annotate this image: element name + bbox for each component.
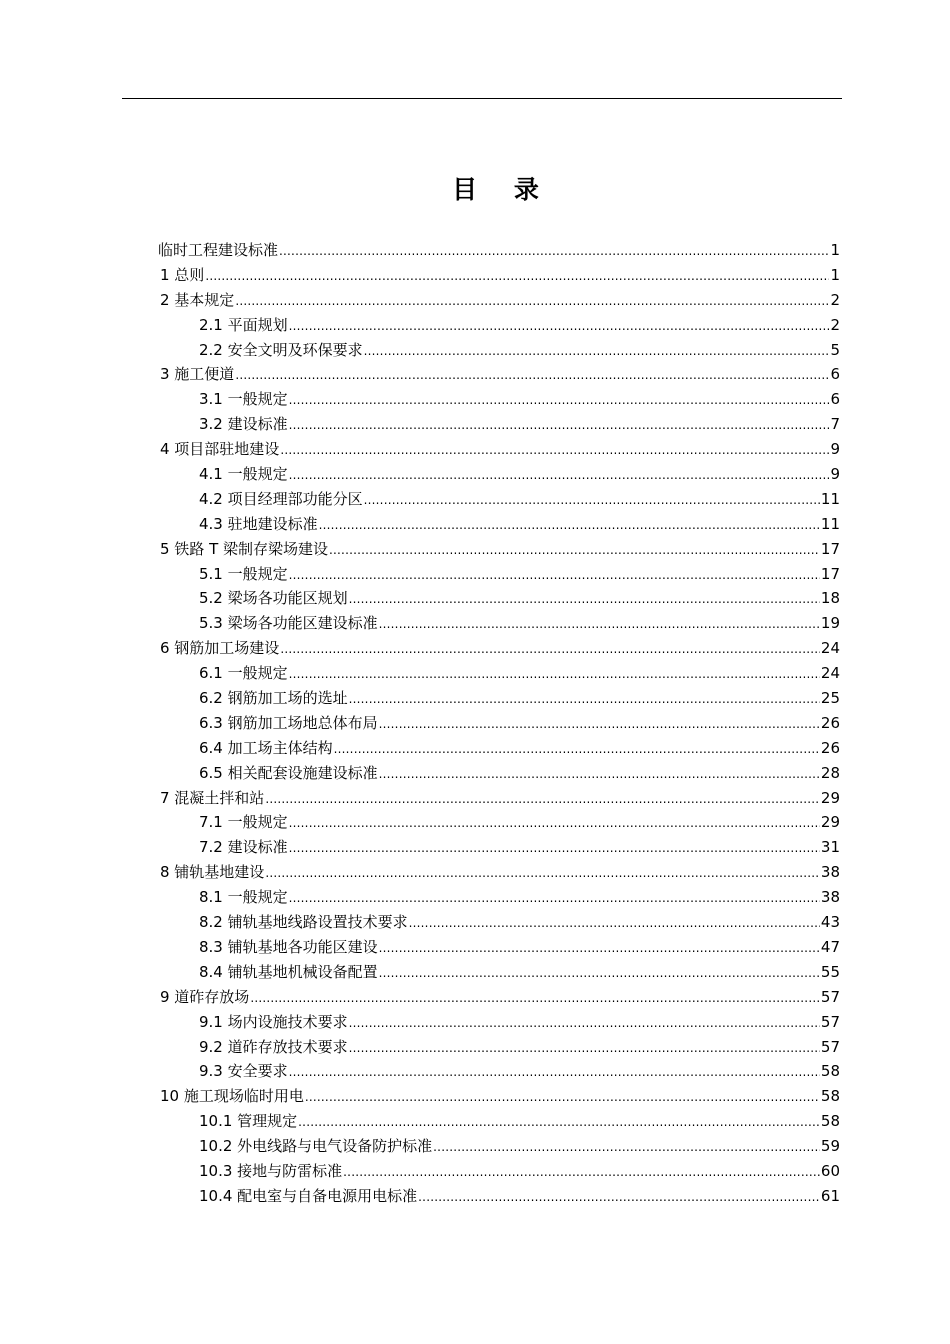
toc-entry-title: 10.2 外电线路与电气设备防护标准 xyxy=(199,1137,433,1156)
toc-dot-leader xyxy=(279,239,829,264)
toc-page-number: 6 xyxy=(830,365,840,384)
toc-dot-leader xyxy=(379,936,820,961)
toc-page-number: 58 xyxy=(820,1062,840,1081)
toc-entry[interactable] xyxy=(158,338,840,363)
toc-dot-leader xyxy=(298,1110,820,1135)
toc-page-number: 1 xyxy=(830,241,840,259)
toc-page-number: 18 xyxy=(820,589,840,608)
toc-entry-title: 6 钢筋加工场建设 xyxy=(160,639,280,658)
toc-entry[interactable] xyxy=(158,412,840,437)
toc-page-number: 9 xyxy=(830,465,840,484)
toc-dot-leader xyxy=(379,612,820,637)
toc-dot-leader xyxy=(235,363,829,388)
toc-page-number: 5 xyxy=(830,340,840,359)
toc-dot-leader xyxy=(349,687,820,712)
toc-entry-title: 5.1 一般规定 xyxy=(199,564,288,583)
toc-dot-leader xyxy=(379,712,820,737)
toc-entry[interactable] xyxy=(158,437,840,462)
page-title: 目 录 xyxy=(452,175,553,204)
toc-entry-title: 9 道砟存放场 xyxy=(160,987,250,1006)
toc-entry[interactable] xyxy=(158,711,840,736)
toc-page-number: 2 xyxy=(830,290,840,309)
toc-entry[interactable] xyxy=(158,462,840,487)
toc-page-number: 9 xyxy=(830,440,840,459)
toc-page-number: 2 xyxy=(830,315,840,334)
toc-entry-title: 3.2 建设标准 xyxy=(199,415,288,434)
toc-entry[interactable] xyxy=(158,860,840,885)
toc-entry-title: 5.3 梁场各功能区建设标准 xyxy=(199,614,378,633)
toc-page-number: 11 xyxy=(820,489,840,508)
toc-dot-leader xyxy=(349,587,820,612)
toc-entry[interactable] xyxy=(158,1134,840,1159)
toc-entry[interactable] xyxy=(158,1010,840,1035)
toc-entry-title: 7.2 建设标准 xyxy=(199,838,288,857)
toc-page-number: 61 xyxy=(820,1186,840,1205)
toc-entry-title: 8.4 铺轨基地机械设备配置 xyxy=(199,962,378,981)
toc-page-number: 47 xyxy=(820,937,840,956)
toc-entry-title: 1 总则 xyxy=(160,265,205,284)
toc-page-number: 38 xyxy=(820,863,840,882)
toc-entry[interactable] xyxy=(158,885,840,910)
toc-page-number: 43 xyxy=(820,913,840,932)
toc-entry[interactable] xyxy=(158,611,840,636)
toc-dot-leader xyxy=(289,463,830,488)
toc-dot-leader xyxy=(289,811,820,836)
toc-page-number: 57 xyxy=(820,987,840,1006)
toc-entry[interactable] xyxy=(158,537,840,562)
toc-page-number: 24 xyxy=(820,664,840,683)
toc-entry[interactable] xyxy=(158,288,840,313)
toc-entry[interactable] xyxy=(158,786,840,811)
toc-entry[interactable] xyxy=(158,263,840,288)
toc-entry-title: 7.1 一般规定 xyxy=(199,813,288,832)
toc-entry[interactable] xyxy=(158,810,840,835)
toc-page-number: 59 xyxy=(820,1137,840,1156)
toc-dot-leader xyxy=(289,413,830,438)
toc-page-number: 11 xyxy=(820,514,840,533)
toc-entry-title: 4.1 一般规定 xyxy=(199,465,288,484)
toc-entry-title: 临时工程建设标准 xyxy=(158,241,279,259)
toc-dot-leader xyxy=(343,1160,820,1185)
toc-entry[interactable] xyxy=(158,985,840,1010)
toc-entry-title: 4.3 驻地建设标准 xyxy=(199,514,318,533)
toc-entry[interactable] xyxy=(158,362,840,387)
toc-page-number: 19 xyxy=(820,614,840,633)
toc-dot-leader xyxy=(433,1135,820,1160)
toc-entry-title: 8.1 一般规定 xyxy=(199,888,288,907)
toc-entry[interactable] xyxy=(158,960,840,985)
toc-entry-title: 10.3 接地与防雷标准 xyxy=(199,1161,343,1180)
toc-dot-leader xyxy=(265,787,820,812)
toc-entry-title: 2.1 平面规划 xyxy=(199,315,288,334)
toc-dot-leader xyxy=(265,861,820,886)
toc-page-number: 7 xyxy=(830,415,840,434)
toc-page-number: 58 xyxy=(820,1112,840,1131)
toc-dot-leader xyxy=(409,911,820,936)
toc-entry-title: 3.1 一般规定 xyxy=(199,390,288,409)
toc-entry-title: 6.1 一般规定 xyxy=(199,664,288,683)
toc-page-number: 17 xyxy=(820,564,840,583)
toc-entry-title: 2 基本规定 xyxy=(160,290,235,309)
toc-page-number: 26 xyxy=(820,738,840,757)
toc-dot-leader xyxy=(349,1036,820,1061)
toc-page-number: 58 xyxy=(820,1087,840,1106)
toc-entry[interactable] xyxy=(158,935,840,960)
toc-dot-leader xyxy=(364,339,830,364)
toc-entry[interactable] xyxy=(158,313,840,338)
toc-entry-title: 6.2 钢筋加工场的选址 xyxy=(199,689,348,708)
toc-entry[interactable] xyxy=(158,686,840,711)
toc-dot-leader xyxy=(379,961,820,986)
toc-page-number: 24 xyxy=(820,639,840,658)
toc-entry[interactable] xyxy=(158,562,840,587)
toc-dot-leader xyxy=(289,886,820,911)
toc-dot-leader xyxy=(319,513,820,538)
toc-dot-leader xyxy=(289,662,820,687)
toc-entry[interactable] xyxy=(158,636,840,661)
toc-entry[interactable] xyxy=(158,586,840,611)
toc-dot-leader xyxy=(289,1060,820,1085)
toc-entry-title: 5 铁路 T 梁制存梁场建设 xyxy=(160,539,329,558)
toc-entry-title: 7 混凝土拌和站 xyxy=(160,788,265,807)
toc-entry-title: 2.2 安全文明及环保要求 xyxy=(199,340,363,359)
toc-page-number: 60 xyxy=(820,1161,840,1180)
toc-entry-title: 4.2 项目经理部功能分区 xyxy=(199,489,363,508)
toc-dot-leader xyxy=(289,314,830,339)
header-rule xyxy=(122,98,842,99)
toc-page-number: 29 xyxy=(820,813,840,832)
toc-entry-title: 8 铺轨基地建设 xyxy=(160,863,265,882)
toc-entry-title: 10.1 管理规定 xyxy=(199,1112,298,1131)
toc-entry[interactable] xyxy=(158,387,840,412)
toc-page-number: 26 xyxy=(820,713,840,732)
toc-page-number: 25 xyxy=(820,689,840,708)
toc-dot-leader xyxy=(418,1185,820,1210)
toc-entry[interactable] xyxy=(158,238,840,263)
toc-page-number: 6 xyxy=(830,390,840,409)
toc-entry[interactable] xyxy=(158,736,840,761)
toc-page-number: 55 xyxy=(820,962,840,981)
toc-dot-leader xyxy=(289,563,820,588)
toc-entry-title: 6.4 加工场主体结构 xyxy=(199,738,333,757)
toc-entry-title: 5.2 梁场各功能区规划 xyxy=(199,589,348,608)
toc-entry-title: 9.2 道砟存放技术要求 xyxy=(199,1037,348,1056)
toc-dot-leader xyxy=(334,737,820,762)
toc-entry[interactable] xyxy=(158,1059,840,1084)
toc-entry-title: 8.2 铺轨基地线路设置技术要求 xyxy=(199,913,408,932)
toc-dot-leader xyxy=(364,488,820,513)
toc-entry-title: 8.3 铺轨基地各功能区建设 xyxy=(199,937,378,956)
toc-entry[interactable] xyxy=(158,835,840,860)
toc-dot-leader xyxy=(329,538,820,563)
toc-page-number: 28 xyxy=(820,763,840,782)
toc-dot-leader xyxy=(289,388,830,413)
toc-entry[interactable] xyxy=(158,1035,840,1060)
toc-entry[interactable] xyxy=(158,1184,840,1209)
toc-entry-title: 9.3 安全要求 xyxy=(199,1062,288,1081)
toc-dot-leader xyxy=(289,836,820,861)
toc-entry-title: 3 施工便道 xyxy=(160,365,235,384)
toc-dot-leader xyxy=(349,1011,820,1036)
toc-dot-leader xyxy=(205,264,829,289)
toc-page-number: 17 xyxy=(820,539,840,558)
toc-entry-title: 10.4 配电室与自备电源用电标准 xyxy=(199,1186,418,1205)
toc-entry[interactable] xyxy=(158,1084,840,1109)
toc-page-number: 57 xyxy=(820,1012,840,1031)
table-of-contents xyxy=(158,238,840,1209)
toc-entry[interactable] xyxy=(158,661,840,686)
toc-entry[interactable] xyxy=(158,487,840,512)
toc-page-number: 31 xyxy=(820,838,840,857)
toc-entry[interactable] xyxy=(158,761,840,786)
toc-dot-leader xyxy=(280,637,820,662)
toc-entry-title: 4 项目部驻地建设 xyxy=(160,440,280,459)
toc-entry-title: 6.3 钢筋加工场地总体布局 xyxy=(199,713,378,732)
toc-dot-leader xyxy=(250,986,820,1011)
toc-entry[interactable] xyxy=(158,910,840,935)
toc-page-number: 29 xyxy=(820,788,840,807)
toc-entry-title: 6.5 相关配套设施建设标准 xyxy=(199,763,378,782)
toc-page-number: 1 xyxy=(830,265,840,284)
toc-dot-leader xyxy=(305,1085,820,1110)
toc-entry-title: 9.1 场内设施技术要求 xyxy=(199,1012,348,1031)
toc-page-number: 57 xyxy=(820,1037,840,1056)
toc-dot-leader xyxy=(280,438,829,463)
toc-dot-leader xyxy=(235,289,829,314)
toc-entry[interactable] xyxy=(158,1159,840,1184)
toc-entry[interactable] xyxy=(158,1109,840,1134)
toc-entry[interactable] xyxy=(158,512,840,537)
toc-page-number: 38 xyxy=(820,888,840,907)
toc-dot-leader xyxy=(379,762,820,787)
toc-entry-title: 10 施工现场临时用电 xyxy=(160,1087,304,1106)
